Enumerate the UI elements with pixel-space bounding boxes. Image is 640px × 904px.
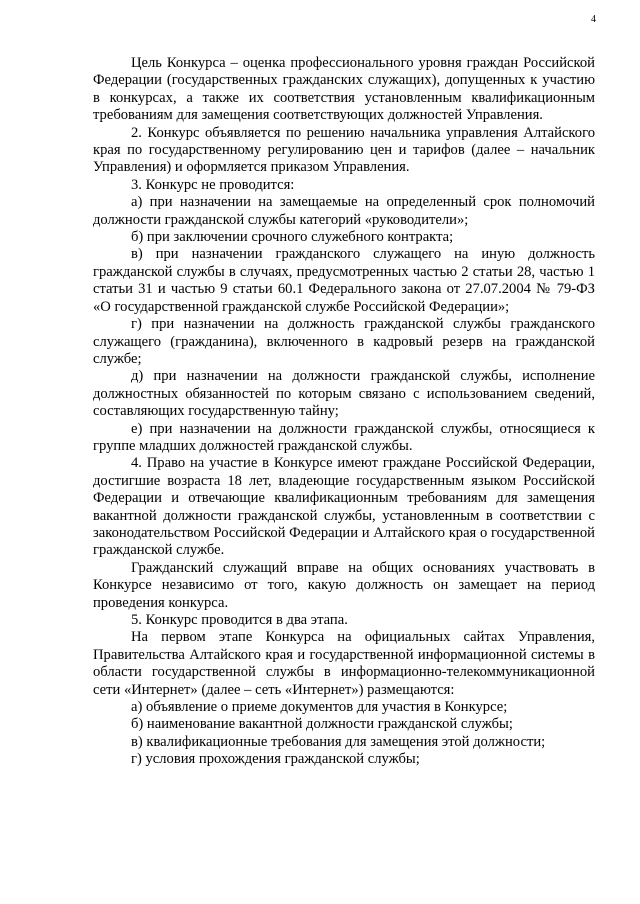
paragraph-posted-v: в) квалификационные требования для замещения этой должности; bbox=[131, 733, 546, 750]
paragraph-item-3: 3. Конкурс не проводится: bbox=[131, 176, 295, 193]
paragraph-subitem-e: е) при назначении на должности гражданской службы, относящиеся к группе младших должностей гражданской службы. bbox=[93, 420, 595, 454]
paragraph-item-4: 4. Право на участие в Конкурсе имеют граждане Российской Федерации, достигшие возраста 18 лет, владеющие государственным языком Российской Федерации и отвечающие квалификационным требованиям для замещения вакантной должности гражданской службы, установленным в соответствии с законодательством Российской Федерации и Алтайского края о государственной гражданской службе. bbox=[93, 455, 595, 559]
paragraph-posted-b: б) наименование вакантной должности гражданской службы; bbox=[131, 716, 513, 733]
document-body bbox=[93, 55, 595, 769]
paragraph-posted-g: г) условия прохождения гражданской службы; bbox=[131, 751, 420, 768]
paragraph-first-stage: На первом этапе Конкурса на официальных сайтах Управления, Правительства Алтайского края и государственной информационной системы в области государственной службы в информационно-телекоммуникационной сети «Интернет» (далее – сеть «Интернет») размещаются: bbox=[93, 629, 595, 698]
paragraph-posted-a: а) объявление о приеме документов для участия в Конкурсе; bbox=[131, 699, 508, 716]
paragraph-subitem-b: б) при заключении срочного служебного контракта; bbox=[131, 229, 454, 246]
paragraph-subitem-g: г) при назначении на должность гражданской службы гражданского служащего (гражданина), включенного в кадровый резерв на гражданской службе; bbox=[93, 316, 595, 367]
paragraph-subitem-d: д) при назначении на должности гражданской службы, исполнение должностных обязанностей по которым связано с использованием сведений, составляющих государственную тайну; bbox=[93, 368, 595, 420]
paragraph-civil-servant-right: Гражданский служащий вправе на общих основаниях участвовать в Конкурсе независимо от того, какую должность он замещает на период проведения конкурса. bbox=[93, 559, 595, 611]
paragraph-subitem-v: в) при назначении гражданского служащего на иную должность гражданской службы в случаях, предусмотренных частью 2 статьи 28, частью 1 статьи 31 и частью 9 статьи 60.1 Федерального закона от 27.07.2004 № 79-ФЗ «О государственной гражданской службе Российской Федерации»; bbox=[93, 246, 595, 315]
paragraph-subitem-a: а) при назначении на замещаемые на определенный срок полномочий должности гражданской службы категорий «руководители»; bbox=[93, 194, 595, 228]
paragraph-item-2: 2. Конкурс объявляется по решению начальника управления Алтайского края по государственному регулированию цен и тарифов (далее – начальник Управления) и оформляется приказом Управления. bbox=[93, 124, 595, 176]
paragraph-competition-goal: Цель Конкурса – оценка профессионального уровня граждан Российской Федерации (государственных гражданских служащих), допущенных к участию в конкурсах, а также их соответствия установленным квалификационным требованиям для замещения соответствующих должностей Управления. bbox=[93, 55, 595, 124]
page-number: 4 bbox=[591, 14, 596, 25]
paragraph-item-5: 5. Конкурс проводится в два этапа. bbox=[131, 612, 348, 628]
